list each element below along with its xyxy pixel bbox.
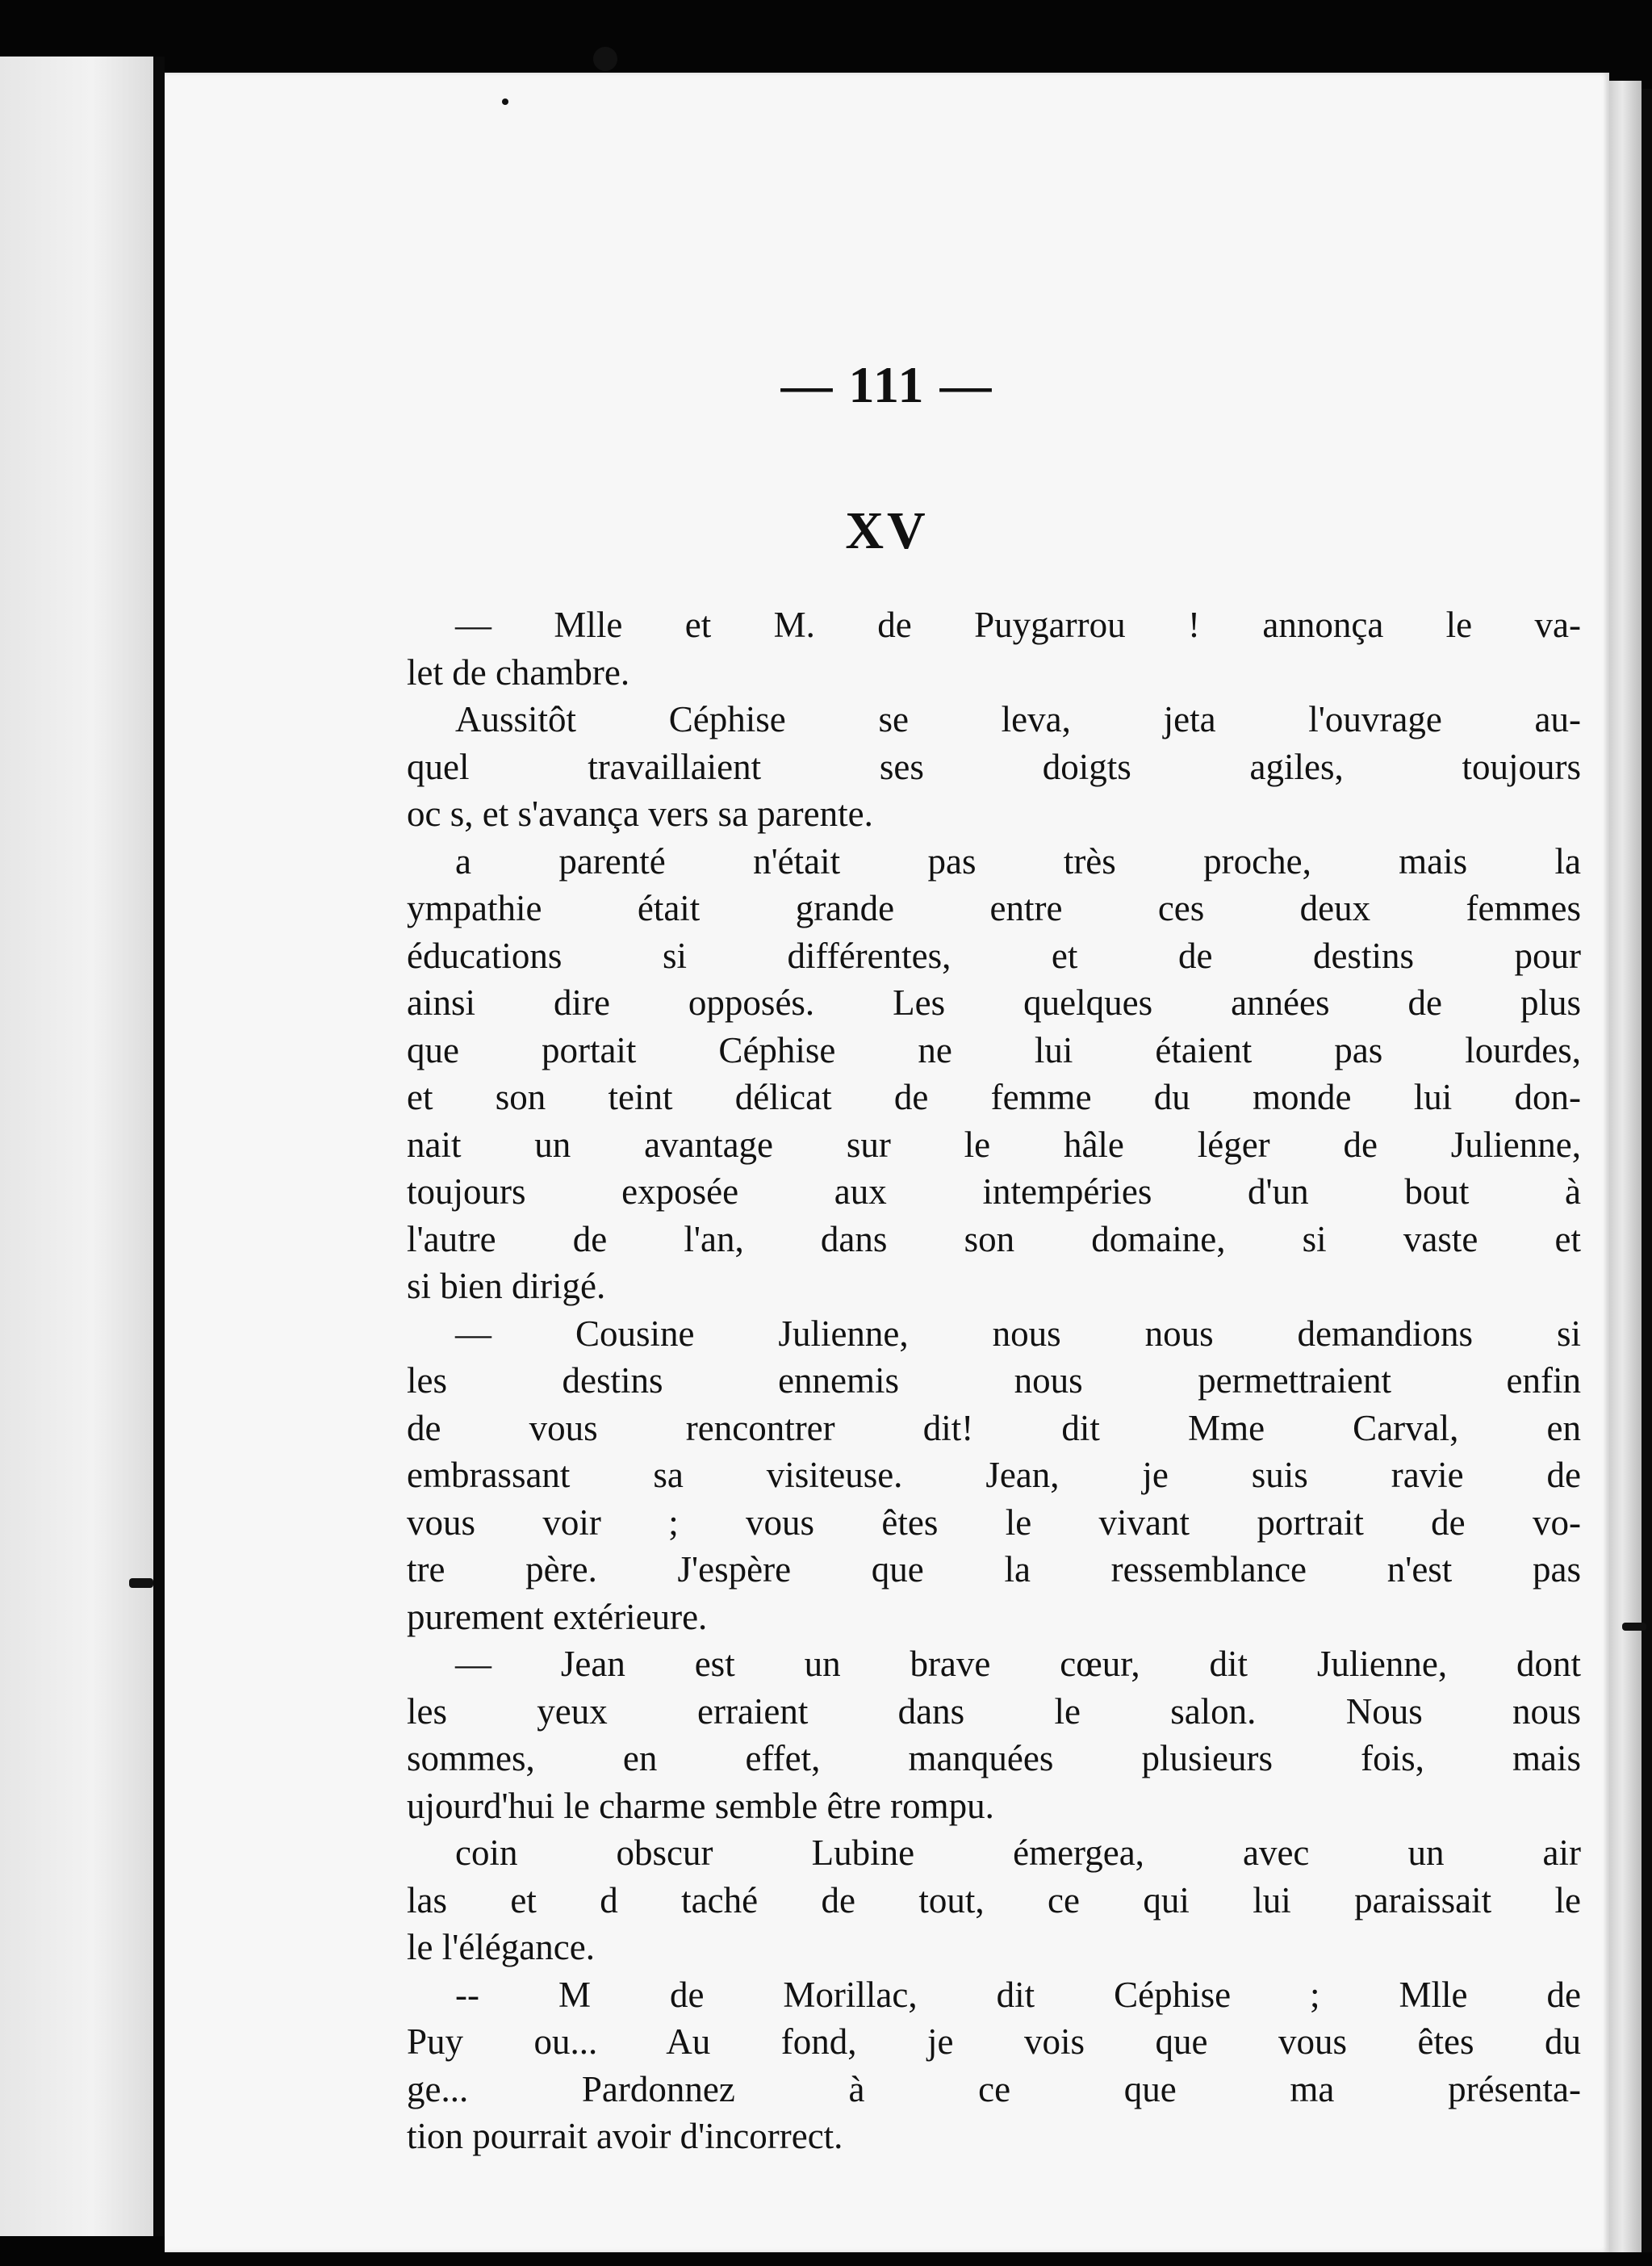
text-line: sommes, en effet, manquées plusieurs fois, mais [407,1738,1581,1778]
scan-speck [1622,1623,1646,1631]
text-line: — Mlle et M. de Puygarrou ! annonça le va- [455,605,1581,645]
text-line: ge... Pardonnez à ce que ma présenta- [407,2068,1581,2109]
text-line: Puy ou... Au fond, je vois que vous êtes du [407,2021,1581,2062]
text-line: nait un avantage sur le hâle léger de Julienne, [407,1124,1581,1165]
scan-speck [593,47,617,71]
text-line: les yeux erraient dans le salon. Nous nous [407,1690,1581,1732]
text-line: quel travaillaient ses doigts agiles, toujours [407,746,1581,787]
text-line: et son teint délicat de femme du monde lui don- [407,1077,1581,1117]
text-line: vous voir ; vous êtes le vivant portrait de vo- [407,1502,1581,1543]
text-line: let de chambre. [407,651,630,693]
scan-speck [502,98,508,105]
text-line: les destins ennemis nous permettraient enfin [407,1360,1581,1401]
text-line: oc s, et s'avança vers sa parente. [407,794,873,834]
book-page [165,73,1609,2252]
text-line: tre père. J'espère que la ressemblance n'est pas [407,1549,1581,1590]
text-line: de vous rencontrer dit! dit Mme Carval, en [407,1407,1581,1448]
text-line: tion pourrait avoir d'incorrect. [407,2116,843,2156]
text-line: toujours exposée aux intempéries d'un bout à [407,1171,1581,1212]
page-body-text [407,601,1581,2160]
text-line: — Cousine Julienne, nous nous demandions si [455,1313,1581,1354]
text-line: l'autre de l'an, dans son domaine, si vaste et [407,1218,1581,1259]
text-line: -- M de Morillac, dit Céphise ; Mlle de [455,1974,1581,2015]
scan-speck [129,1578,153,1588]
text-line: ympathie était grande entre ces deux femmes [407,888,1581,928]
text-line: purement extérieure. [407,1596,708,1637]
text-line: las et d tаché de tout, ce qui lui paraissait le [407,1879,1581,1920]
text-line: éducations si différentes, et de destins pour [407,935,1581,976]
text-line: — Jean est un brave cœur, dit Julienne, dont [455,1644,1581,1684]
text-line: embrassant sa visiteuse. Jean, je suis ravie de [407,1455,1581,1495]
right-page-edge [1609,81,1642,2252]
right-border [1642,89,1652,2252]
left-page-edge [0,57,153,2236]
text-line: Aussitôt Céphise se leva, jeta l'ouvrage au- [455,699,1581,739]
chapter-heading: XV [845,501,929,560]
text-line: coin obscur Lubine émergea, avec un air [455,1832,1581,1873]
text-line: que portait Céphise ne lui étaient pas lourdes, [407,1029,1581,1070]
book-gutter [153,57,165,2236]
text-line: ainsi dire opposés. Les quelques années de plus [407,982,1581,1023]
text-line: si bien dirigé. [407,1266,606,1306]
text-line: ujourd'hui le charme semble être rompu. [407,1785,994,1826]
page-number: — 111 — [780,356,993,413]
text-line: le l'élégance. [407,1927,595,1967]
text-line: a parenté n'était pas très proche, mais la [455,840,1581,882]
